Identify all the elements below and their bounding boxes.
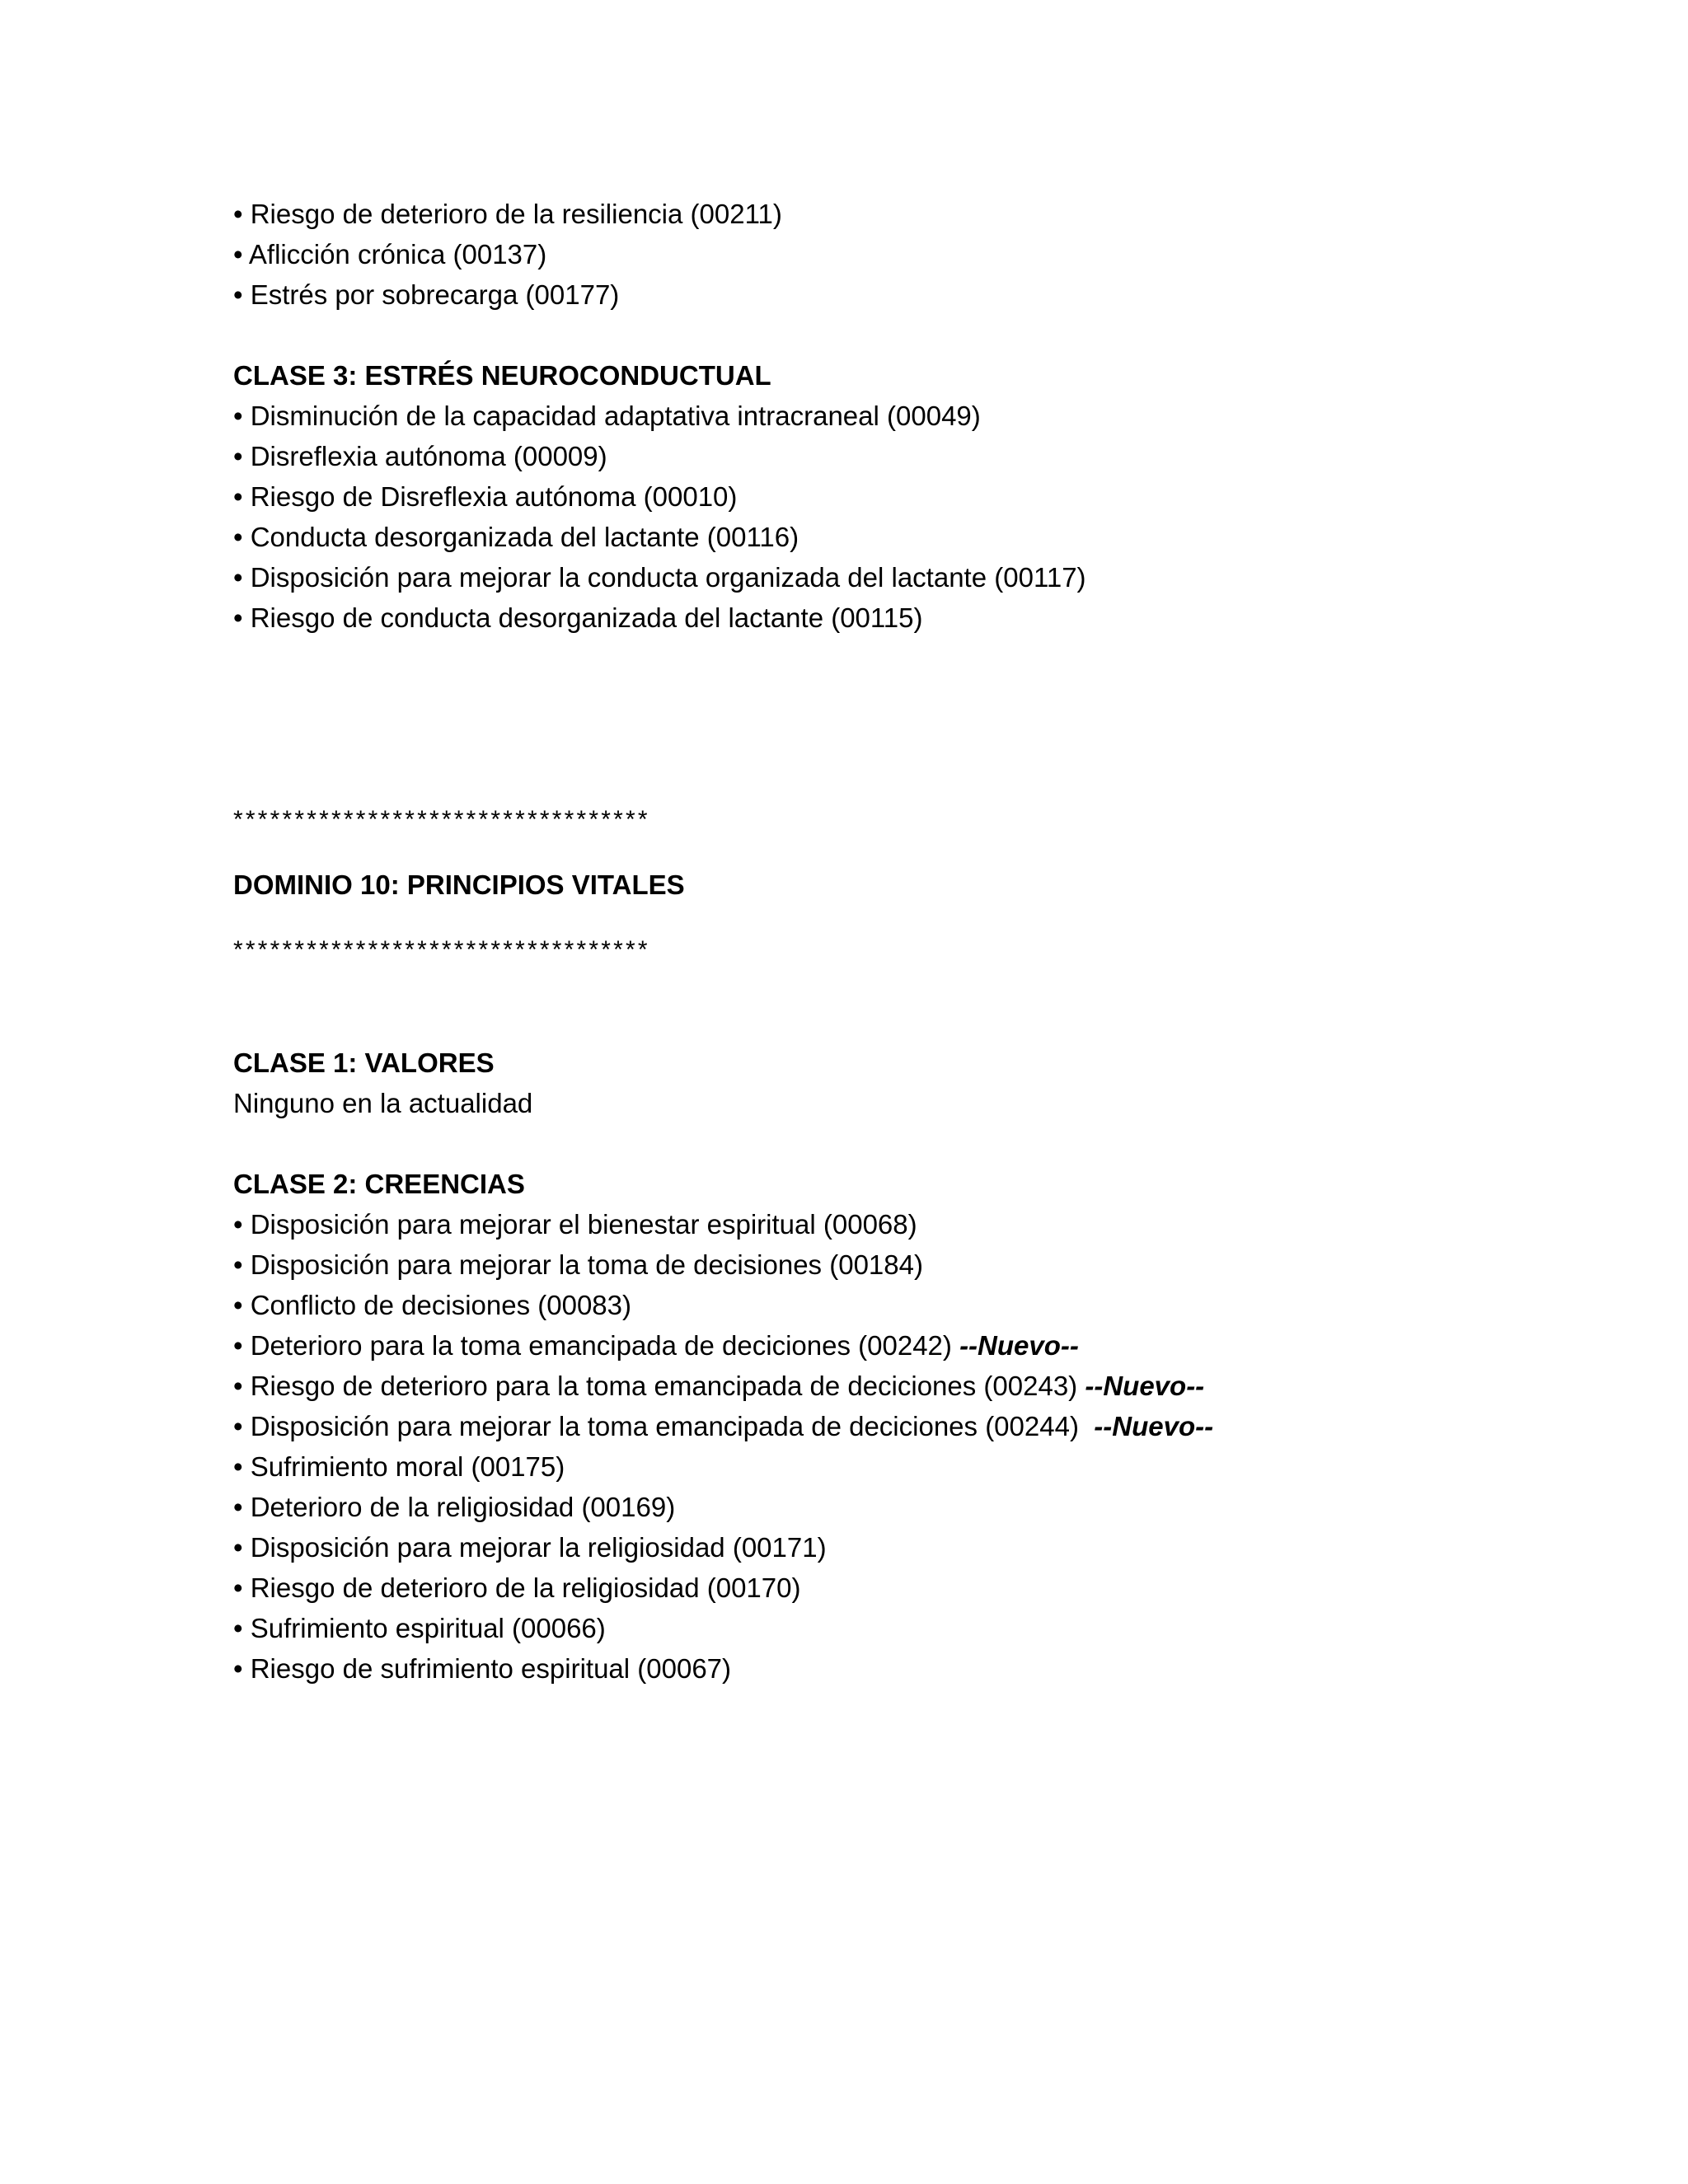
list-item: • Sufrimiento moral (00175) bbox=[233, 1451, 565, 1482]
section-heading-clase-2: CLASE 2: CREENCIAS bbox=[233, 1169, 525, 1199]
list-item-new bbox=[233, 1325, 1634, 1366]
new-tag: --Nuevo-- bbox=[1094, 1411, 1214, 1441]
list-item: • Disposición para mejorar la conducta organizada del lactante (00117) bbox=[233, 562, 1086, 593]
list-item-label: • Disposición para mejorar la toma emancipada de deciciones (00244) bbox=[233, 1411, 1095, 1441]
list-item: • Aflicción crónica (00137) bbox=[233, 239, 547, 269]
list-item-label: • Deterioro para la toma emancipada de deciciones (00242) bbox=[233, 1330, 960, 1361]
list-item: • Disposición para mejorar el bienestar espiritual (00068) bbox=[233, 1209, 917, 1240]
section-heading-clase-3: CLASE 3: ESTRÉS NEUROCONDUCTUAL bbox=[233, 360, 771, 391]
section-text: Ninguno en la actualidad bbox=[233, 1088, 533, 1118]
list-item: • Sufrimiento espiritual (00066) bbox=[233, 1613, 606, 1643]
list-item-new bbox=[233, 1366, 1634, 1406]
list-item: • Riesgo de sufrimiento espiritual (00067) bbox=[233, 1653, 732, 1684]
list-item: • Disminución de la capacidad adaptativa intracraneal (00049) bbox=[233, 401, 981, 431]
list-item-new bbox=[233, 1406, 1634, 1446]
list-item: • Disposición para mejorar la toma de decisiones (00184) bbox=[233, 1249, 923, 1280]
domain-heading: DOMINIO 10: PRINCIPIOS VITALES bbox=[233, 869, 685, 900]
list-item: • Estrés por sobrecarga (00177) bbox=[233, 279, 620, 310]
list-item: • Conducta desorganizada del lactante (00116) bbox=[233, 522, 799, 552]
list-item-label: • Riesgo de deterioro para la toma emancipada de deciciones (00243) bbox=[233, 1371, 1085, 1401]
separator-line: ********************************** bbox=[233, 806, 650, 833]
new-tag: --Nuevo-- bbox=[959, 1330, 1079, 1361]
separator-line: ********************************** bbox=[233, 936, 650, 963]
section-heading-clase-1: CLASE 1: VALORES bbox=[233, 1047, 495, 1078]
list-item: • Disreflexia autónoma (00009) bbox=[233, 441, 607, 471]
list-item: • Riesgo de deterioro de la resiliencia (00211) bbox=[233, 199, 782, 229]
list-item: • Conflicto de decisiones (00083) bbox=[233, 1290, 631, 1320]
list-item: • Riesgo de conducta desorganizada del lactante (00115) bbox=[233, 602, 923, 633]
list-item: • Deterioro de la religiosidad (00169) bbox=[233, 1492, 676, 1522]
new-tag: --Nuevo-- bbox=[1085, 1371, 1205, 1401]
list-item: • Disposición para mejorar la religiosidad (00171) bbox=[233, 1532, 827, 1563]
document-page bbox=[233, 194, 1634, 1689]
list-item: • Riesgo de deterioro de la religiosidad (00170) bbox=[233, 1572, 801, 1603]
list-item: • Riesgo de Disreflexia autónoma (00010) bbox=[233, 481, 738, 512]
